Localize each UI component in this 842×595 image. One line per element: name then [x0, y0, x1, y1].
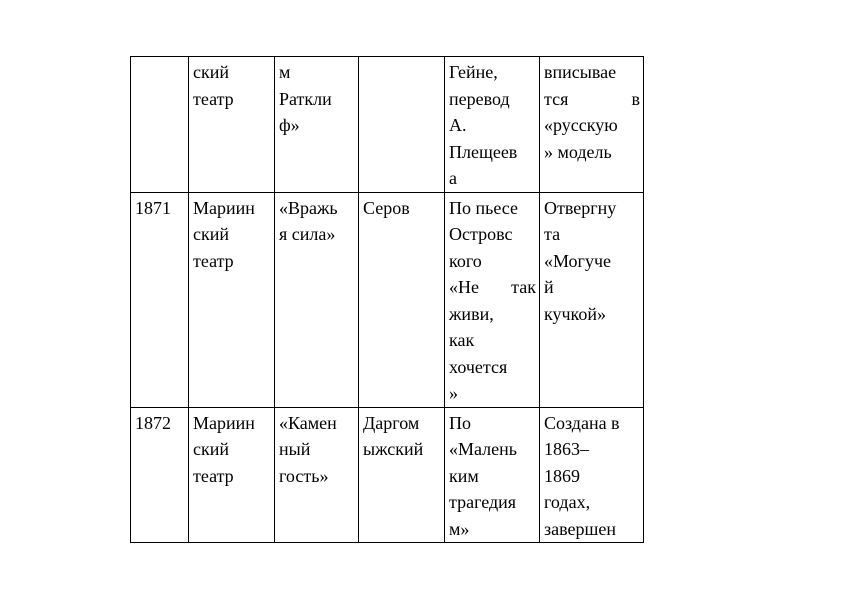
source-line: [449, 274, 536, 301]
note-line: годах,: [544, 492, 591, 512]
cell-title: [275, 57, 359, 193]
title-line: м: [279, 62, 291, 82]
source-word: «Не: [449, 277, 479, 297]
source-line: живи,: [449, 303, 494, 324]
title-line: «Камен: [279, 412, 337, 433]
theatre-line: ский: [193, 224, 229, 244]
note-line: «русскую: [544, 115, 618, 135]
source-line: Островс: [449, 224, 513, 244]
source-line: кого: [449, 250, 482, 271]
title-line: Раткли: [279, 88, 332, 109]
cell-note: [540, 407, 644, 543]
note-line: 1869: [544, 465, 580, 486]
cell-composer: [359, 57, 445, 193]
source-word: так: [511, 277, 536, 297]
table-row: [131, 192, 644, 407]
cell-note: [540, 192, 644, 407]
theatre-line: ский: [193, 62, 229, 82]
cell-title: [275, 192, 359, 407]
note-line: й: [544, 277, 554, 297]
cell-year: [131, 57, 189, 193]
note-line: 1863–: [544, 439, 589, 459]
cell-theatre: [189, 57, 275, 193]
opera-table: [130, 56, 644, 543]
source-line: м»: [449, 518, 470, 539]
source-line: По: [449, 412, 471, 433]
source-line: По пьесе: [449, 197, 518, 218]
cell-composer: [359, 192, 445, 407]
title-line: «Вражь: [279, 197, 338, 218]
source-line: хочется: [449, 356, 508, 377]
theatre-line: Мариин: [193, 412, 255, 433]
note-line: Отвергну: [544, 197, 617, 218]
cell-theatre: [189, 192, 275, 407]
source-line: «Малень: [449, 439, 517, 459]
source-line: ким: [449, 465, 479, 486]
cell-year: [131, 192, 189, 407]
title-line: я сила»: [279, 224, 336, 244]
composer-line: Серов: [363, 197, 410, 218]
theatre-line: театр: [193, 250, 234, 271]
source-line: Гейне,: [449, 62, 498, 82]
source-line: а: [449, 168, 457, 188]
composer-line: Даргом: [363, 412, 420, 433]
note-line: та: [544, 224, 561, 244]
title-line: гость»: [279, 465, 329, 486]
source-line: А.: [449, 115, 467, 135]
cell-theatre: [189, 407, 275, 543]
theatre-line: ский: [193, 439, 229, 459]
source-line: »: [449, 383, 458, 403]
note-line: завершен: [544, 518, 616, 539]
cell-source: [445, 192, 540, 407]
year-text: 1871: [135, 197, 171, 218]
note-line: «Могуче: [544, 250, 611, 271]
note-line: [544, 86, 640, 113]
title-line: ф»: [279, 115, 300, 135]
theatre-line: Мариин: [193, 197, 255, 218]
note-line: » модель: [544, 141, 612, 162]
table-row: [131, 57, 644, 193]
table-row: [131, 407, 644, 543]
theatre-line: театр: [193, 88, 234, 109]
source-line: трагедия: [449, 492, 517, 512]
theatre-line: театр: [193, 465, 234, 486]
note-word: в: [631, 88, 640, 109]
cell-year: [131, 407, 189, 543]
note-line: вписывае: [544, 62, 617, 82]
composer-line: ыжский: [363, 439, 424, 459]
note-line: Создана в: [544, 412, 620, 433]
source-line: Плещеев: [449, 141, 518, 162]
cell-composer: [359, 407, 445, 543]
note-line: кучкой»: [544, 303, 607, 324]
cell-source: [445, 407, 540, 543]
title-line: ный: [279, 439, 311, 459]
cell-note: [540, 57, 644, 193]
year-text: 1872: [135, 412, 171, 433]
cell-title: [275, 407, 359, 543]
source-line: как: [449, 330, 475, 350]
source-line: перевод: [449, 88, 510, 109]
table-body: [131, 57, 644, 543]
cell-source: [445, 57, 540, 193]
note-word: тся: [544, 88, 569, 109]
